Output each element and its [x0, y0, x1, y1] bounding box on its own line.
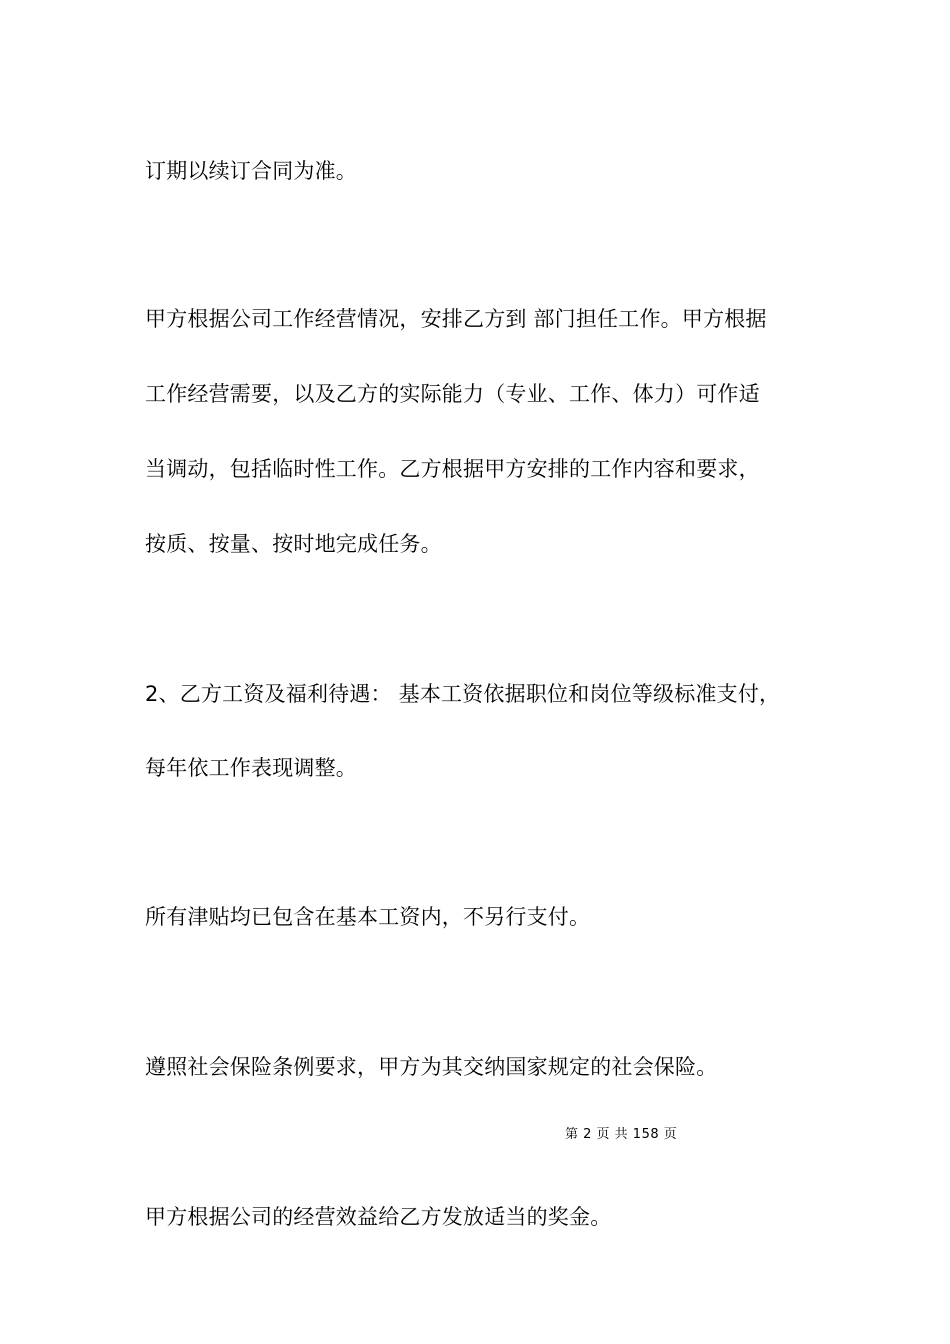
paragraph-2-line-3: 当调动，包括临时性工作。乙方根据甲方安排的工作内容和要求，	[145, 457, 760, 481]
paragraph-6-line-1: 甲方根据公司的经营效益给乙方发放适当的奖金。	[145, 1205, 612, 1229]
paragraph-4-line-1: 所有津贴均已包含在基本工资内，不另行支付。	[145, 905, 591, 929]
paragraph-2-line-1: 甲方根据公司工作经营情况，安排乙方到 部门担任工作。甲方根据	[145, 307, 767, 331]
page-number-footer: 第 2 页 共 158 页	[565, 1127, 678, 1142]
paragraph-5-line-1: 遵照社会保险条例要求，甲方为其交纳国家规定的社会保险。	[145, 1055, 718, 1079]
paragraph-2-line-2: 工作经营需要，以及乙方的实际能力（专业、工作、体力）可作适	[145, 382, 760, 406]
paragraph-3-line-1: 2、乙方工资及福利待遇： 基本工资依据职位和岗位等级标准支付，	[145, 682, 781, 706]
paragraph-2-line-4: 按质、按量、按时地完成任务。	[145, 532, 442, 556]
paragraph-3-line-2: 每年依工作表现调整。	[145, 756, 357, 780]
paragraph-1-line-1: 订期以续订合同为准。	[145, 159, 357, 183]
